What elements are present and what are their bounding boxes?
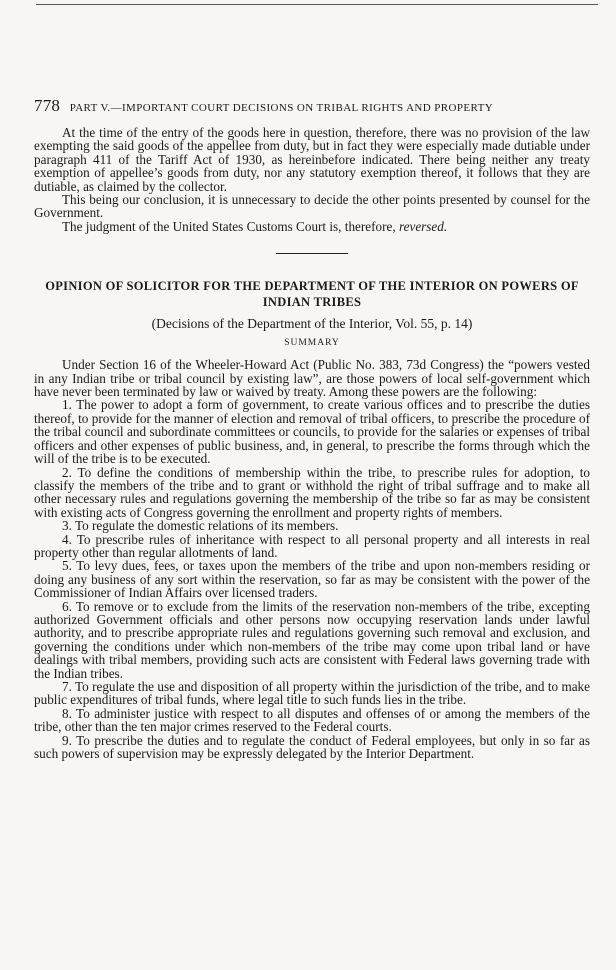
summary-intro: Under Section 16 of the Wheeler-Howard Act (Public No. 383, 73d Congress) the “powers vested in any Indian tribe or tribal council by existing law”, are those powers of local self-government which have never been terminated by law or waived by treaty. Among these powers are the following: bbox=[34, 357, 590, 400]
summary-heading: SUMMARY bbox=[284, 338, 340, 349]
power-item-8: 8. To administer justice with respect to all disputes and offenses of or among the members of the tribe, other than the ten major crimes reserved to the Federal courts. bbox=[34, 705, 590, 735]
power-item-1: 1. The power to adopt a form of government, to create various offices and to prescribe the duties thereof, to provide for the manner of election and removal of tribal officers, to prescribe the procedure of the tribal council and subordinate committees or councils, to provide for the salaries or expenses of tribal officers and other expenses of public business, and, in general, to prescribe the forms through which the will of the tribe is to be executed. bbox=[34, 397, 590, 467]
paragraph-conclusion: At the time of the entry of the goods here in question, therefore, there was no provision of the law exempting the said goods of the appellee from duty, but in fact they were especially made dutiable under paragraph 411 of the Tariff Act of 1930, as hereinbefore indicated. There being neither any treaty exemption of appellee’s goods from duty, nor any statutory exemption thereof, it follows that they are dutiable, as claimed by the collector. bbox=[34, 125, 590, 194]
power-item-3: 3. To regulate the domestic relations of its members. bbox=[62, 518, 339, 534]
running-title: PART V.—IMPORTANT COURT DECISIONS ON TRIBAL RIGHTS AND PROPERTY bbox=[69, 102, 494, 114]
power-item-7: 7. To regulate the use and disposition of all property within the jurisdiction of the tribe, and to make public expenditures of tribal funds, where legal title to such funds lies in the tribe. bbox=[34, 679, 590, 708]
judgment-text: The judgment of the United States Customs Court is, therefore, bbox=[62, 218, 396, 234]
power-item-5: 5. To levy dues, fees, or taxes upon the members of the tribe and upon non-members residing or doing any business of any sort within the reservation, so far as may be consistent with the power of the Commissioner of Indian Affairs over licensed traders. bbox=[34, 558, 590, 601]
opinion-title: OPINION OF SOLICITOR FOR THE DEPARTMENT OF THE INTERIOR ON POWERS OF INDIAN TRIBES bbox=[45, 279, 579, 310]
top-border-line bbox=[36, 4, 598, 5]
power-item-4: 4. To prescribe rules of inheritance with respect to all personal property and all interests in real property other than regular allotments of land. bbox=[34, 531, 590, 560]
paragraph-unnecessary: This being our conclusion, it is unnecessary to decide the other points presented by counsel for the Government. bbox=[34, 192, 590, 221]
running-header bbox=[34, 96, 590, 116]
judgment-reversed: reversed. bbox=[398, 218, 448, 234]
document-page bbox=[34, 96, 590, 760]
power-item-2: 2. To define the conditions of membership within the tribe, to prescribe rules for adoption, to classify the members of the tribe and to grant or withhold the right of tribal suffrage and to make all other necessary rules and regulations governing the membership of the tribe so far as may be consistent with existing acts of Congress governing the enrollment and property rights of members. bbox=[34, 464, 590, 520]
paragraph-judgment bbox=[34, 220, 590, 233]
opinion-citation: (Decisions of the Department of the Interior, Vol. 55, p. 14) bbox=[151, 316, 473, 332]
power-item-6: 6. To remove or to exclude from the limits of the reservation non-members of the tribe, excepting authorized Government officials and other persons now occupying reservation lands under lawful authority, and to prescribe appropriate rules and regulations governing such removal and exclusion, and governing the conditions under which non-members of the tribe may come upon tribal land or have dealings with tribal members, providing such acts are consistent with Federal laws governing trade with the Indian tribes. bbox=[34, 598, 590, 681]
page-number: 778 bbox=[34, 96, 61, 115]
section-divider bbox=[276, 253, 348, 254]
power-item-9: 9. To prescribe the duties and to regulate the conduct of Federal employees, but only in so far as such powers of supervision may be expressly delegated by the Interior Department. bbox=[34, 732, 590, 762]
